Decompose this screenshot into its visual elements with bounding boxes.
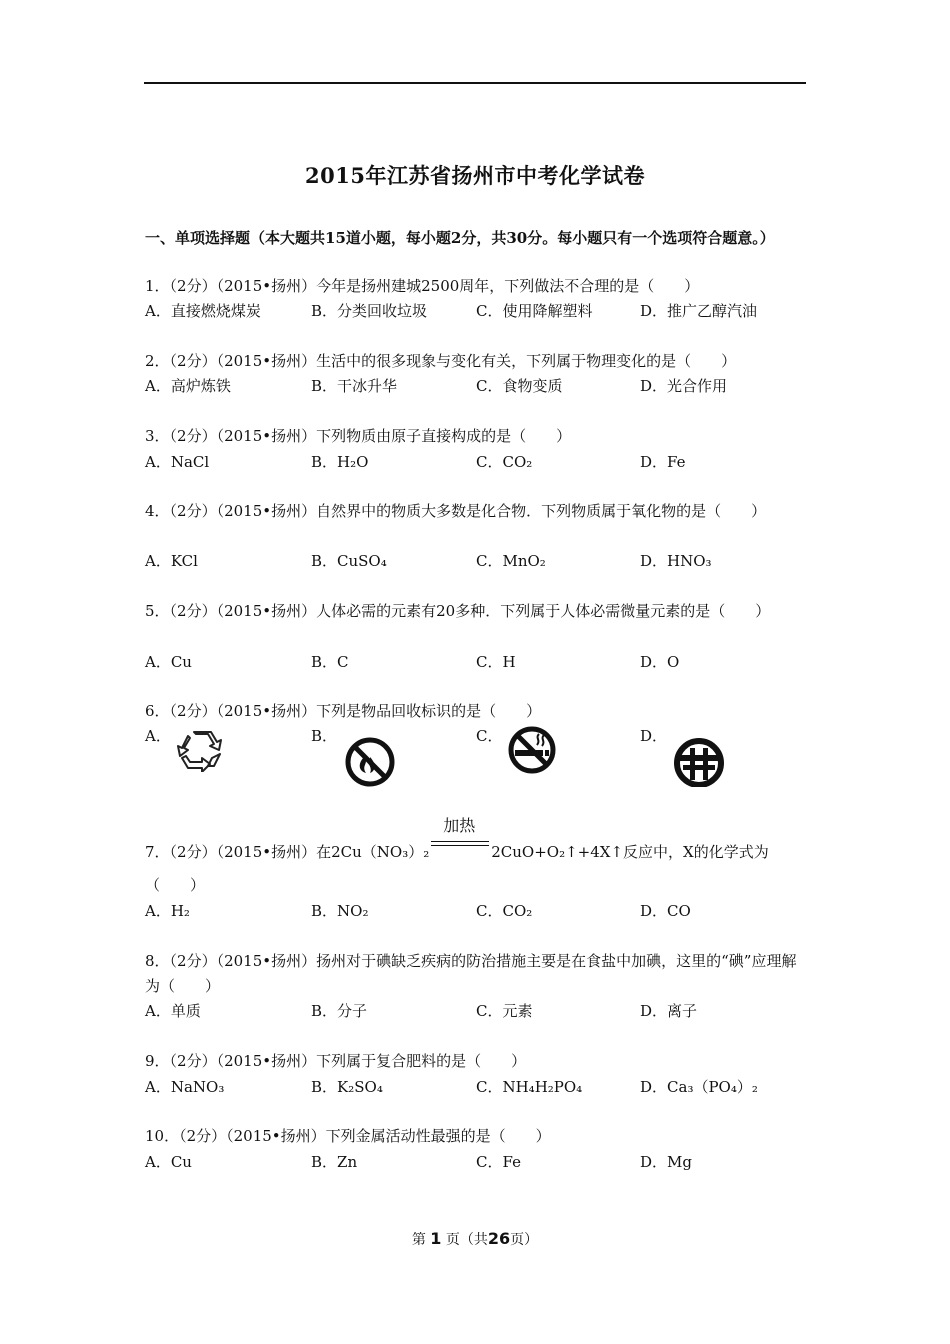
- question-10-stem: 10．（2分）（2015•扬州）下列金属活动性最强的是（ ）: [145, 1127, 551, 1145]
- option-d: D．CO: [640, 902, 691, 920]
- question-1-stem: 1．（2分）（2015•扬州）今年是扬州建城2500周年，下列做法不合理的是（ ）: [145, 277, 700, 295]
- option-d: D．光合作用: [640, 377, 728, 395]
- reaction-condition: [429, 816, 491, 857]
- equals-line-bottom: [431, 845, 489, 846]
- footer-middle: 页（共: [445, 1232, 488, 1248]
- option-c: C．MnO₂: [476, 552, 546, 570]
- option-b: B．分子: [311, 1002, 368, 1020]
- question-7-options: [145, 899, 810, 924]
- recycle-emblem-icon: [666, 737, 732, 787]
- question-7-blank: （ ）: [145, 876, 206, 894]
- question-8-options: [145, 999, 810, 1024]
- no-fire-icon: [340, 737, 400, 787]
- question-5-stem: 5．（2分）（2015•扬州）人体必需的元素有20多种．下列属于人体必需微量元素的是（ ）: [145, 602, 771, 620]
- no-smoking-icon: [505, 726, 561, 776]
- question-6-stem: 6．（2分）（2015•扬州）下列是物品回收标识的是（ ）: [145, 702, 542, 720]
- option-b: B．干冰升华: [311, 377, 398, 395]
- option-a: A．: [145, 727, 171, 745]
- option-d: D．离子: [640, 1002, 698, 1020]
- question-5-options: [145, 650, 810, 675]
- question-4-stem: 4．（2分）（2015•扬州）自然界中的物质大多数是化合物．下列物质属于氧化物的是（ ）: [145, 502, 767, 520]
- option-b: B．Zn: [311, 1153, 358, 1171]
- option-b: B．K₂SO₄: [311, 1078, 383, 1096]
- option-c: C．元素: [476, 1002, 533, 1020]
- option-d: D．Ca₃（PO₄）₂: [640, 1078, 758, 1096]
- option-b: B．CuSO₄: [311, 552, 387, 570]
- option-c: C．食物变质: [476, 377, 563, 395]
- option-c: C．CO₂: [476, 902, 533, 920]
- option-a: A．直接燃烧煤炭: [145, 302, 261, 320]
- header-rule: [144, 82, 806, 84]
- question-7-stem-end: 2CuO+O₂↑+4X↑反应中，X的化学式为: [491, 843, 769, 861]
- page-total: 26: [487, 1229, 511, 1248]
- question-10-options: [145, 1150, 810, 1175]
- option-b: B．C: [311, 653, 349, 671]
- option-c: C．H: [476, 653, 516, 671]
- recycle-icon: [176, 728, 228, 772]
- option-a: A．H₂: [145, 902, 190, 920]
- option-c: C．Fe: [476, 1153, 521, 1171]
- question-2-stem: 2．（2分）（2015•扬州）生活中的很多现象与变化有关，下列属于物理变化的是（ ）: [145, 352, 737, 370]
- option-a: A．NaCl: [145, 453, 210, 471]
- option-a: A．KCl: [145, 552, 198, 570]
- option-d: D．O: [640, 653, 680, 671]
- option-a: A．单质: [145, 1002, 201, 1020]
- option-c: C．NH₄H₂PO₄: [476, 1078, 583, 1096]
- option-b: B．: [311, 727, 338, 745]
- option-a: A．NaNO₃: [145, 1078, 225, 1096]
- page-number: 1: [430, 1229, 442, 1248]
- question-9-stem: 9．（2分）（2015•扬州）下列属于复合肥料的是（ ）: [145, 1052, 527, 1070]
- option-b: B．分类回收垃圾: [311, 302, 428, 320]
- option-a: A．高炉炼铁: [145, 377, 231, 395]
- footer-prefix: 第: [411, 1232, 426, 1248]
- option-c: C．CO₂: [476, 453, 533, 471]
- question-7-stem: [145, 816, 810, 865]
- option-b: B．NO₂: [311, 902, 369, 920]
- question-9-options: [145, 1075, 810, 1100]
- option-a: A．Cu: [145, 1153, 192, 1171]
- option-c: C．: [476, 727, 503, 745]
- option-d: D．: [640, 727, 668, 745]
- footer-suffix: 页）: [510, 1232, 539, 1248]
- question-8-stem: 8．（2分）（2015•扬州）扬州对于碘缺乏疾病的防治措施主要是在食盐中加碘，这里的“碘”应理解为（ ）: [145, 952, 797, 995]
- option-a: A．Cu: [145, 653, 192, 671]
- page-title: 2015年江苏省扬州市中考化学试卷: [305, 163, 645, 188]
- option-d: D．Fe: [640, 453, 686, 471]
- page-footer: [0, 1229, 950, 1249]
- equals-line-top: [431, 841, 489, 842]
- section-heading: 一、单项选择题（本大题共15道小题，每小题2分，共30分。每小题只有一个选项符合题意。）: [145, 229, 775, 247]
- option-c: C．使用降解塑料: [476, 302, 593, 320]
- option-d: D．HNO₃: [640, 552, 712, 570]
- question-2-options: [145, 374, 810, 399]
- question-3-options: [145, 450, 810, 475]
- heating-label: 加热: [443, 816, 476, 835]
- option-d: D．Mg: [640, 1153, 692, 1171]
- option-b: B．H₂O: [311, 453, 369, 471]
- question-4-options: [145, 549, 810, 574]
- question-1-options: [145, 299, 810, 324]
- question-7-stem-start: 7．（2分）（2015•扬州）在2Cu（NO₃）₂: [145, 843, 430, 861]
- option-d: D．推广乙醇汽油: [640, 302, 758, 320]
- question-3-stem: 3．（2分）（2015•扬州）下列物质由原子直接构成的是（ ）: [145, 427, 572, 445]
